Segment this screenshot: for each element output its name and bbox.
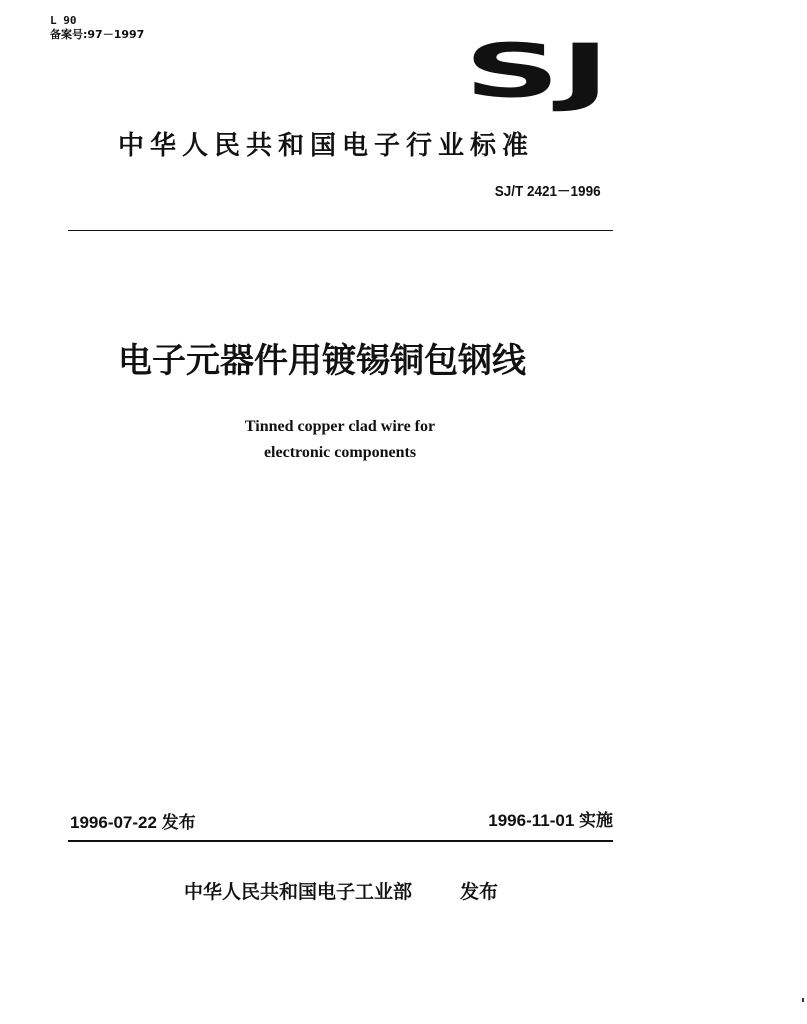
document-title-english-line-1: Tinned copper clad wire for <box>244 418 436 435</box>
svg-text:SJ: SJ <box>464 38 610 112</box>
standard-number: SJ/T 2421－1996 <box>495 183 601 200</box>
bottom-divider <box>68 840 613 842</box>
sj-logo <box>464 38 610 112</box>
publisher-name: 中华人民共和国电子工业部 <box>184 881 413 903</box>
publish-label: 发布 <box>460 881 499 903</box>
scan-artifact <box>802 998 804 1002</box>
top-divider <box>68 230 613 231</box>
standard-category: 中华人民共和国电子行业标准 <box>118 131 535 161</box>
filing-number: 备案号:97－1997 <box>50 28 145 41</box>
issue-date: 1996-07-22 发布 <box>70 813 196 832</box>
document-title-chinese: 电子元器件用镀锡铜包钢线 <box>118 341 526 381</box>
effective-date: 1996-11-01 实施 <box>488 811 613 830</box>
document-title-english-line-2: electronic components <box>263 444 417 461</box>
classification-code: L 90 <box>50 14 77 27</box>
